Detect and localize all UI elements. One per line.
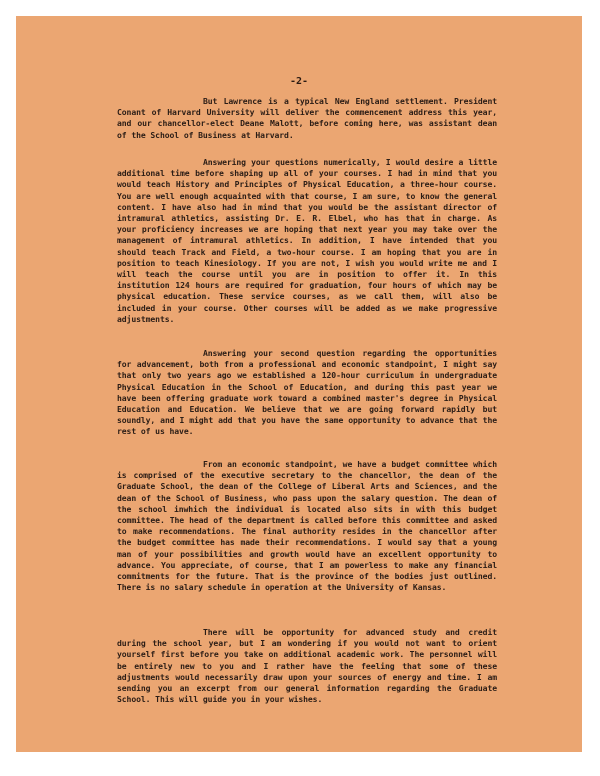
- paragraph-advanced-study: There will be opportunity for advanced study and credit during the school year, but I am wondering if you would not want to orient yourself first before you take on additional academic work. The personnel will be entirely new to you and I rather have the feeling that some of these adjustments would necessarily draw upon your sources of energy and time. I am sending you an excerpt from our general information regarding the Graduate School. This will guide you in your wishes.: [117, 627, 497, 705]
- paragraph-lawrence-settlement: But Lawrence is a typical New England settlement. President Conant of Harvard University will deliver the commencement address this year, and our chancellor-elect Deane Malott, before coming here, was assistant dean of the School of Business at Harvard.: [117, 96, 497, 140]
- letter-page: [16, 16, 582, 752]
- page-number: -2-: [289, 76, 309, 87]
- paragraph-course-assignments: Answering your questions numerically, I would desire a little additional time before shaping up all of your courses. I had in mind that you would teach History and Principles of Physical Education, a three-hour course. You are well enough acquainted with that course, I am sure, to know the general content. I have also had in mind that you would be the assistant director of intramural athletics, assisting Dr. E. R. Elbel, who has that in charge. As your proficiency increases we are hoping that next year you may take over the management of intramural athletics. In addition, I have intended that you should teach Track and Field, a two-hour course. I am hoping that you are in position to teach Kinesiology. If you are not, I wish you would write me and I will teach the course until you are in position to offer it. In this institution 124 hours are required for graduation, four hours of which may be physical education. These service courses, as we call them, will also be included in your course. Other courses will be added as we make progressive adjustments.: [117, 157, 497, 324]
- paragraph-budget-committee: From an economic standpoint, we have a budget committee which is comprised of the executive secretary to the chancellor, the dean of the Graduate School, the dean of the College of Liberal Arts and Sciences, and the dean of the School of Business, who pass upon the salary question. The dean of the school inwhich the individual is located also sits in with this budget committee. The head of the department is called before this committee and asked to make recommendations. The final authority resides in the chancellor after the budget committee has made their recommendations. I would say that a young man of your possibilities and growth would have an excellent opportunity to advance. You appreciate, of course, that I am powerless to make any financial commitments for the future. That is the province of the bodies just outlined. There is no salary schedule in operation at the University of Kansas.: [117, 459, 497, 593]
- paragraph-advancement-opportunities: Answering your second question regarding the opportunities for advancement, both from a professional and economic standpoint, I might say that only two years ago we established a 120-hour curriculum in undergraduate Physical Education in the School of Education, and during this past year we have been offering graduate work toward a combined master's degree in Physical Education and Education. We believe that we are going forward rapidly but soundly, and I might add that you have the same opportunity to advance that the rest of us have.: [117, 348, 497, 437]
